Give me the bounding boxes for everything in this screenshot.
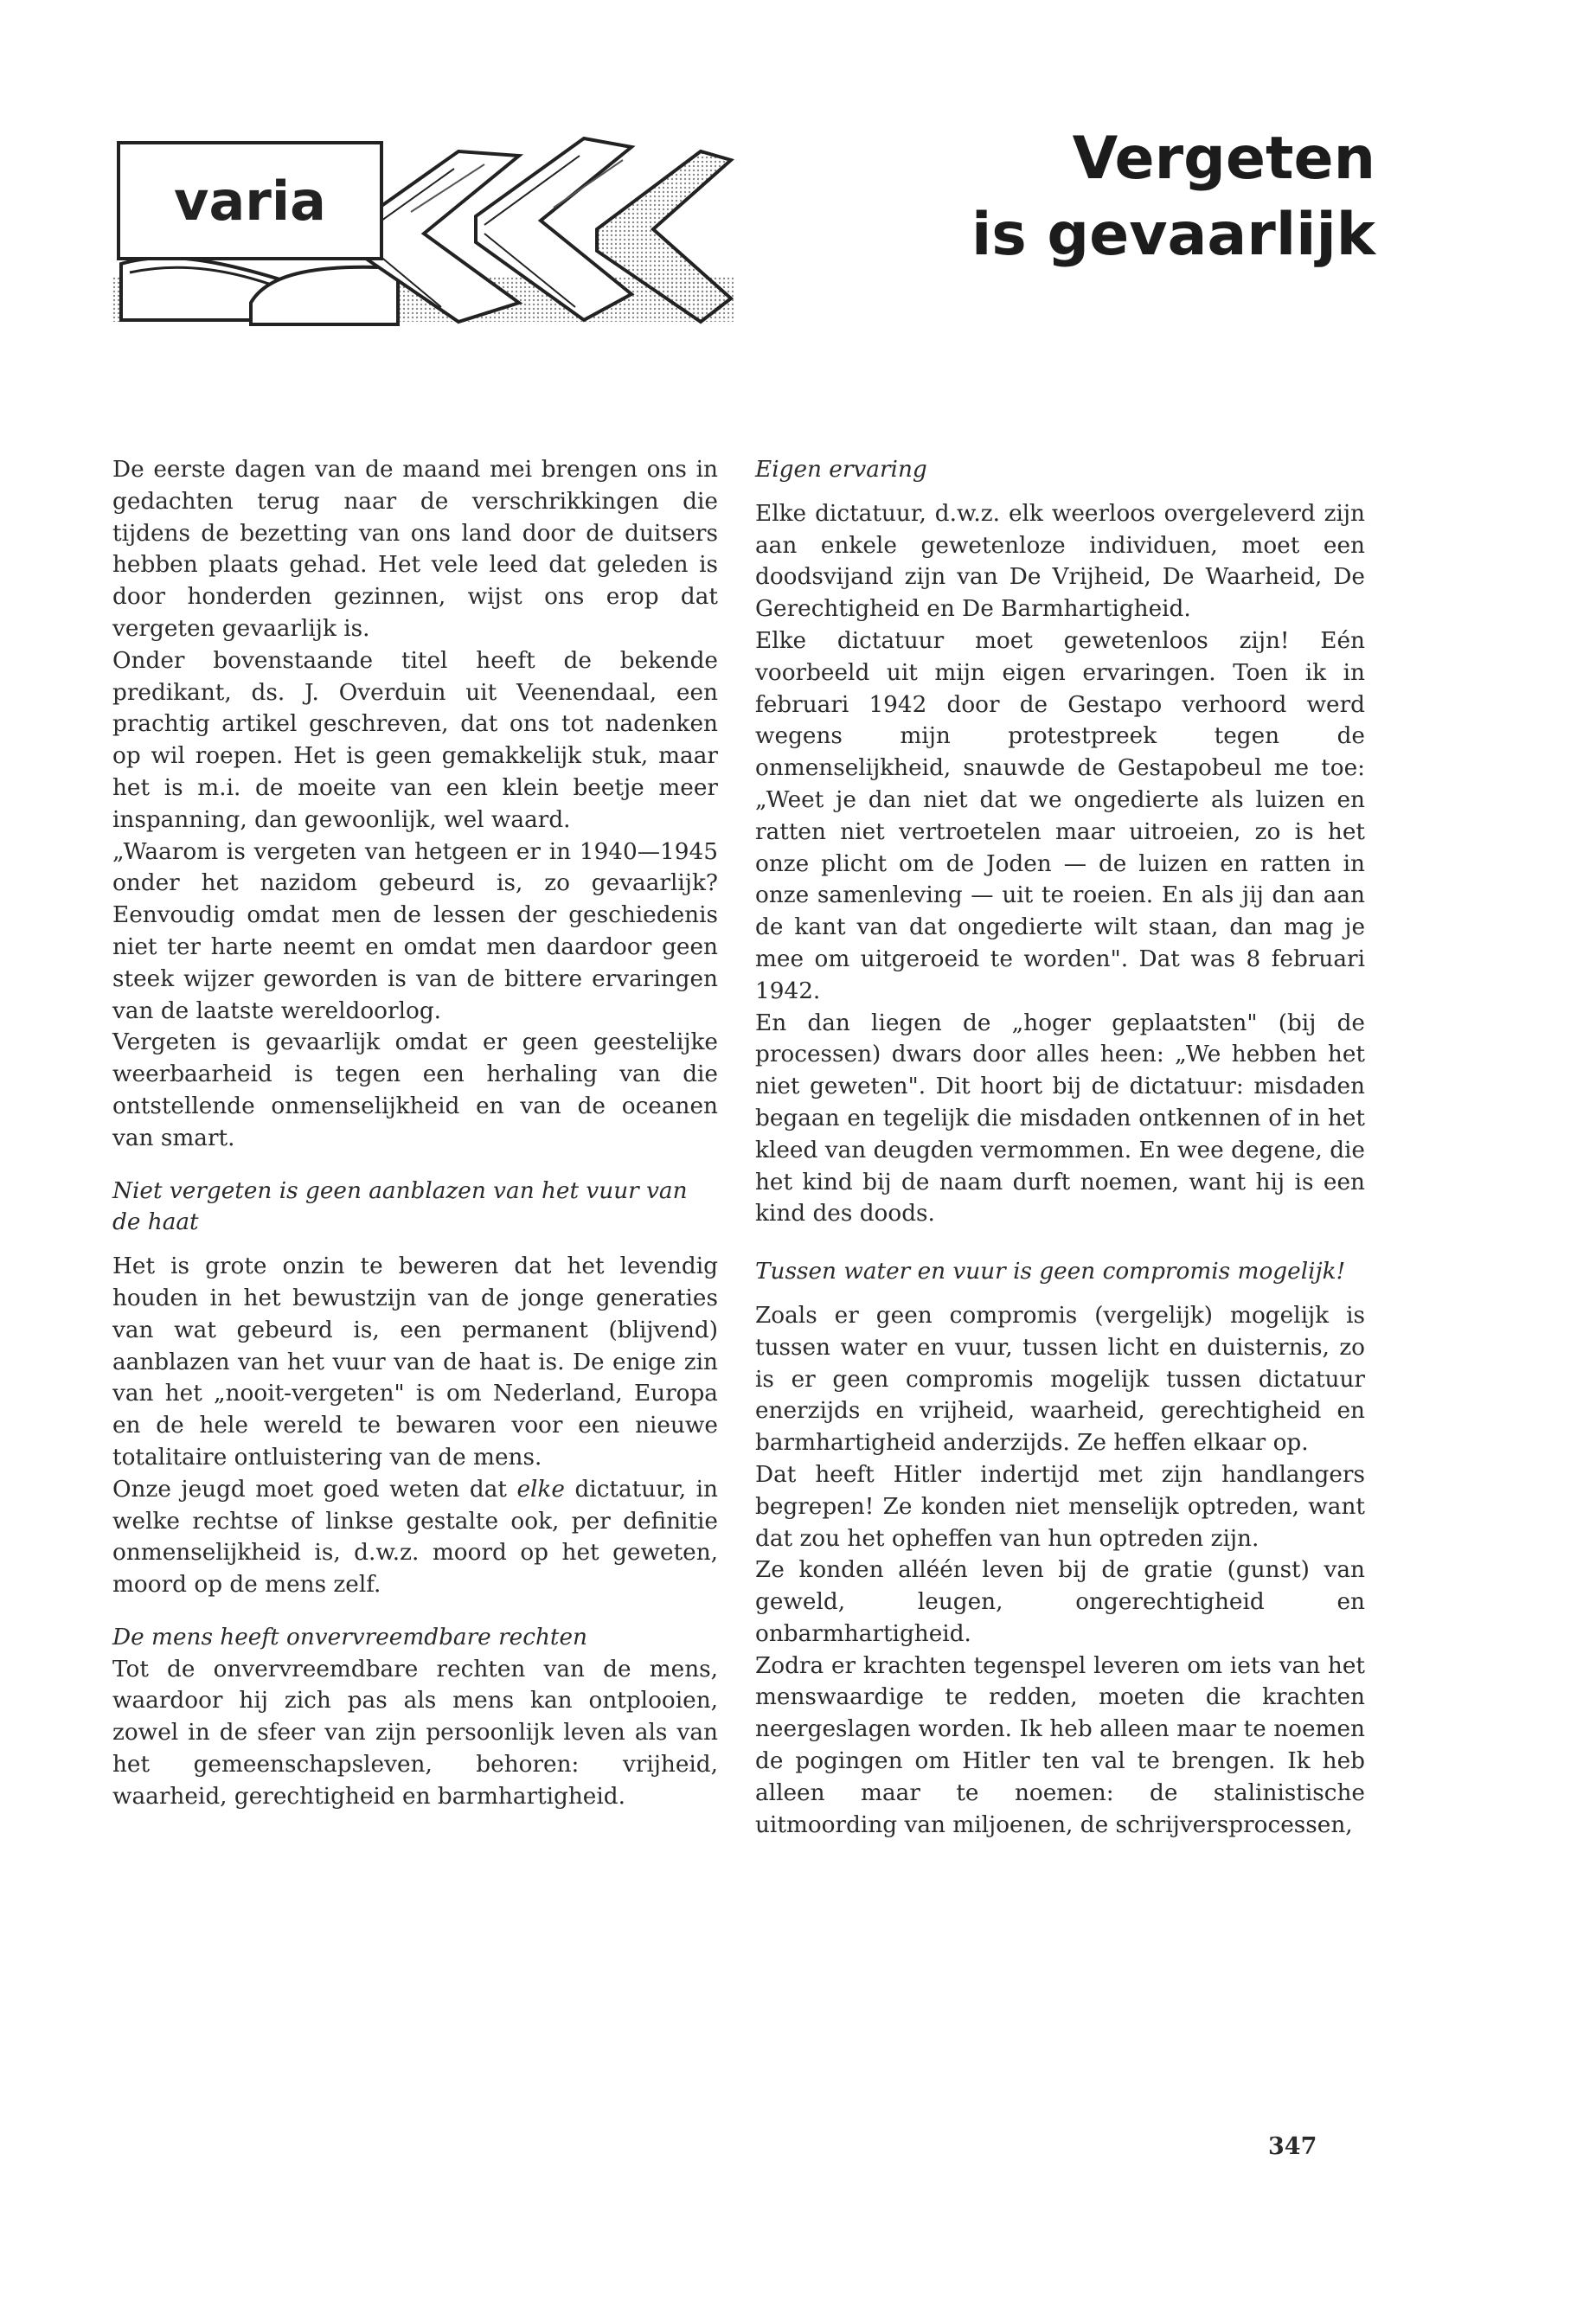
text-run: Onze jeugd moet goed weten dat bbox=[112, 1476, 517, 1503]
page-number: 347 bbox=[1268, 2133, 1317, 2160]
section-4-paragraph-2: Dat heeft Hitler indertijd met zijn handlangers begrepen! Ze konden niet menselijk optreden, want dat zou het opheffen van hun optreden zijn. bbox=[755, 1461, 1365, 1552]
intro-paragraph-1: De eerste dagen van de maand mei brengen ons in gedachten terug naar de verschrikkingen die tijdens de bezetting van ons land door de duitsers hebben plaats gehad. Het vele leed dat geleden is door honderden gezinnen, wijst ons erop dat vergeten gevaarlijk is. bbox=[112, 457, 718, 642]
section-heading-3: Eigen ervaring bbox=[755, 457, 927, 483]
section-heading-4: Tussen water en vuur is geen compromis mogelijk! bbox=[755, 1259, 1346, 1285]
section-2-paragraph-1: Tot de onvervreemdbare rechten van de mens, waardoor hij zich pas als mens kan ontplooien, zowel in de sfeer van zijn persoonlijk leven als van het gemeenschapsleven, behoren: vrijheid, waarheid, gerechtigheid en barmhartigheid. bbox=[112, 1656, 718, 1810]
intro-paragraph-2: Onder bovenstaande titel heeft de bekende predikant, ds. J. Overduin uit Veenendaal, een prachtig artikel geschreven, dat ons tot nadenken op wil roepen. Het is geen gemakkelijk stuk, maar het is m.i. de moeite van een klein beetje meer inspanning, dan gewoonlijk, wel waard. bbox=[112, 647, 718, 833]
section-label: varia bbox=[117, 141, 383, 260]
section-3-paragraph-2: Elke dictatuur moet gewetenloos zijn! Eén voorbeeld uit mijn eigen ervaringen. Toen ik in februari 1942 door de Gestapo verhoord werd wegens mijn protestpreek tegen de onmenselijkheid, snauwde de Gestapobeul me toe: „Weet je dan niet dat we ongedierte als luizen en ratten niet vertroetelen maar uitroeien, zo is het onze plicht om de Joden — de luizen en ratten in onze samenleving — uit te roeien. En als jij dan aan de kant van dat ongedierte wilt staan, dan mag je mee om uitgeroeid te worden". Dat was 8 februari 1942. bbox=[755, 627, 1365, 1004]
left-column bbox=[112, 454, 718, 1813]
section-3-paragraph-3: En dan liegen de „hoger geplaatsten" (bij de processen) dwars door alles heen: „We hebben het niet geweten". Dit hoort bij de dictatuur: misdaden begaan en tegelijk die misdaden ontkennen of in het kleed van deugden vermommen. En wee degene, die het kind bij de naam durft noemen, want hij is een kind des doods. bbox=[755, 1009, 1365, 1227]
section-4-paragraph-3: Ze konden alléén leven bij de gratie (gunst) van geweld, leugen, ongerechtigheid en onbarmhartigheid. bbox=[755, 1557, 1365, 1647]
page-title bbox=[971, 121, 1375, 273]
intro-paragraph-3: „Waarom is vergeten van hetgeen er in 1940—1945 onder het nazidom gebeurd is, zo gevaarlijk? Eenvoudig omdat men de lessen der geschiedenis niet ter harte neemt en omdat men daardoor geen steek wijzer geworden is van de bittere ervaringen van de laatste wereldoorlog. bbox=[112, 838, 718, 1024]
emphasis: elke bbox=[516, 1476, 565, 1503]
title-line-2: is gevaarlijk bbox=[971, 201, 1375, 269]
right-column bbox=[755, 454, 1365, 1841]
title-line-1: Vergeten bbox=[1072, 125, 1375, 193]
intro-paragraph-4: Vergeten is gevaarlijk omdat er geen geestelijke weerbaarheid is tegen een herhaling van die ontstellende onmenselijkheid en van de oceanen van smart. bbox=[112, 1029, 718, 1151]
section-1-paragraph-1: Het is grote onzin te beweren dat het levendig houden in het bewustzijn van de jonge generaties van wat gebeurd is, een permanent (blijvend) aanblazen van het vuur van de haat is. De enige zin van het „nooit-vergeten" is om Nederland, Europa en de hele wereld te bewaren voor een nieuwe totalitaire ontluistering van de mens. bbox=[112, 1253, 718, 1471]
text-run: dictatuur, in welke rechtse of linkse gestalte ook, per definitie onmenselijkheid is, d.w.z. moord op het geweten, moord op de mens zelf. bbox=[112, 1476, 718, 1599]
section-heading-1: Niet vergeten is geen aanblazen van het vuur van de haat bbox=[112, 1177, 688, 1236]
section-1-paragraph-2 bbox=[112, 1474, 718, 1601]
section-4-paragraph-1: Zoals er geen compromis (vergelijk) mogelijk is tussen water en vuur, tussen licht en duisternis, zo is er geen compromis mogelijk tussen dictatuur enerzijds en vrijheid, waarheid, gerechtigheid en barmhartigheid anderzijds. Ze heffen elkaar op. bbox=[755, 1302, 1365, 1457]
section-heading-2: De mens heeft onvervreemdbare rechten bbox=[112, 1624, 587, 1650]
section-4-paragraph-4: Zodra er krachten tegenspel leveren om iets van het menswaardige te redden, moeten die krachten neergeslagen worden. Ik heb alleen maar te noemen de pogingen om Hitler ten val te brengen. Ik heb alleen maar te noemen: de stalinistische uitmoording van miljoenen, de schrijversprocessen, bbox=[755, 1652, 1365, 1838]
section-3-paragraph-1: Elke dictatuur, d.w.z. elk weerloos overgeleverd zijn aan enkele gewetenloze individuen, moet een doodsvijand zijn van De Vrijheid, De Waarheid, De Gerechtigheid en De Barmhartigheid. bbox=[755, 500, 1365, 623]
